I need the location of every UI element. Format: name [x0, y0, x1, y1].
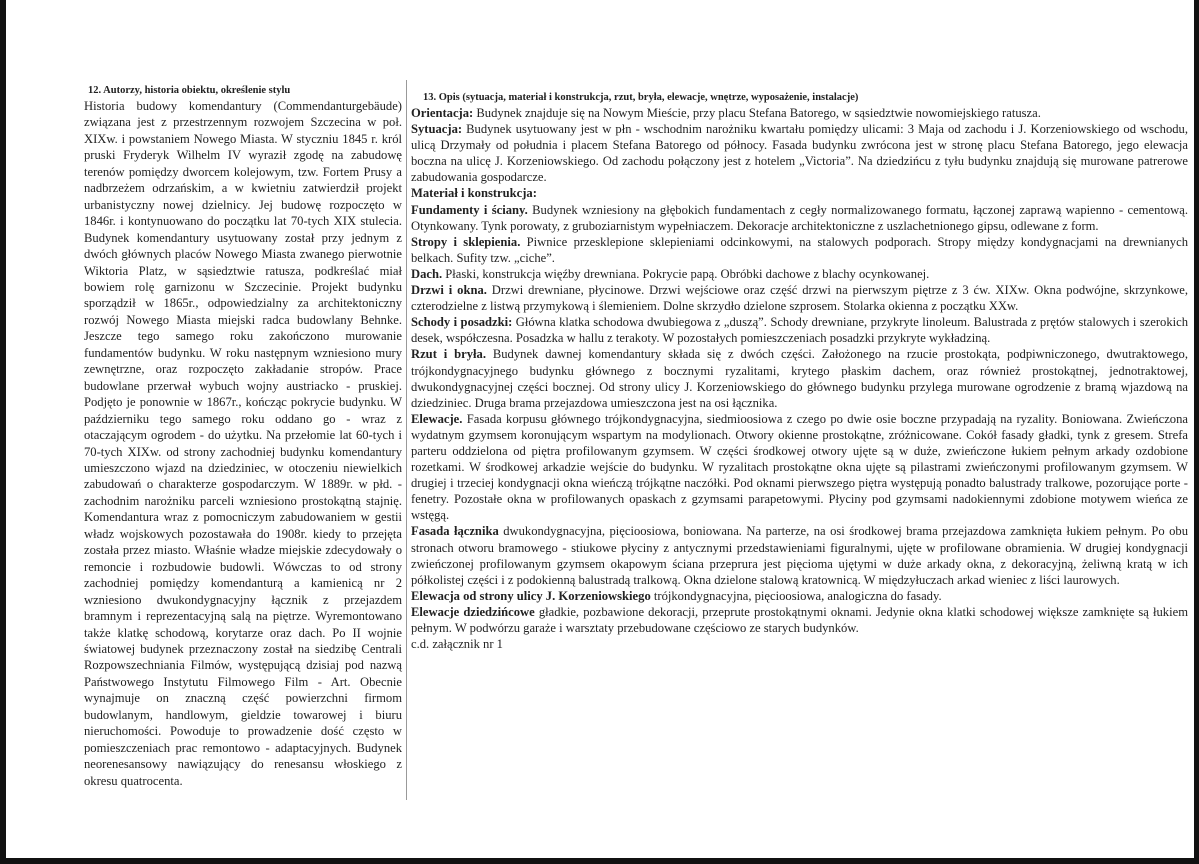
orientation-label: Orientacja: [411, 106, 474, 120]
elevation-text: Fasada korpusu głównego trójkondygnacyjna, siedmioosiowa z czego po dwie osie boczne przypadają na ryzality. Boniowana. Zwieńczona wydatnym gzymsem koronującym wspartym na modylionach. Otwory okienne prostokątne, zróżnicowane. Cokół fasady gładki, tynk z gresem. Strefa parteru oddzielona od piętra profilowanym gzymsem. W części środkowej otwory ujęte są w duże, zwieńczone łukiem pełnym arkady ozdobione rozetkami. W środkowej arkadzie wejście do budynku. W ryzalitach prostokątne okna ujęte są pilastrami zwieńczonymi profilowanym gzymsem. W drugiej i trzeciej kondygnacji okna wieńczą trójkątne naczółki. Pod oknami pierwszego piętra występują ponadto balustrady tralkowe, pozorujące porte - fenetry. Pozostałe okna w profilowanych opaskach z gzymsami parapetowymi. Płyciny pod gzymsami nadokiennymi zdobione motywem wieńca ze wstęgą. [411, 411, 1188, 523]
left-column [84, 84, 402, 789]
orientation-text: Budynek znajduje się na Nowym Mieście, przy placu Stefana Batorego, w sąsiedztwie nowomiejskiego ratusza. [473, 106, 1041, 120]
column-divider [406, 80, 407, 800]
elevation-label: Elewacje. [411, 411, 463, 426]
foundations-paragraph [411, 202, 1188, 234]
doors-paragraph [411, 282, 1188, 314]
doors-text: Drzwi drewniane, płycinowe. Drzwi wejściowe oraz część drzwi na pierwszym piętrze z 3 ćw. XIXw. Okna podwójne, skrzynkowe, czterodzielne z listwą przymykową i ślemieniem. Dolne skrzydło dzielone szprosem. Stolarka okienna z początku XXw. [411, 283, 1188, 314]
elevation-paragraph [411, 411, 1188, 524]
history-text: Historia budowy komendantury (Commendanturgebäude) związana jest z przestrzennym rozwojem Szczecina w poł. XIXw. i powstaniem Nowego Miasta. W styczniu 1845 r. król pruski Fryderyk Wilhelm IV wyraził zgodę na zabudowę terenów pomiędzy dworcem kolejowym, tzw. Fortem Prusy a nadbrzeżem odrzańskim, a w kwietniu zatwierdził projekt urbanistyczny nowej dzielnicy. Jej budowę rozpoczęto w 1846r. i kontynuowano do początku lat 70-tych XIX stulecia. Budynek komendantury usytuowany został przy jednym z dwóch głównych placów Nowego Miasta zwanego pierwotnie Wiktoria Platz, w sąsiedztwie ratusza, podkreślać miał bowiem rolę garnizonu w Szczecinie. Projekt budynku sporządził w 1865r., odpowiedzialny za architektoniczny rozwój Nowego Miasta miejski radca budowlany Behnke. Jeszcze tego samego roku zakończono murowanie fundamentów budynku. W roku następnym wzniesiono mury zewnętrzne, oraz rozpoczęto zakładanie stropów. Prace budowlane przerwał wybuch wojny austriacko - pruskiej. Podjęto je ponownie w 1867r., kończąc pokrycie budynku. W październiku tego samego roku oddano go - wraz z otaczającym ogrodem - do użytku. Na przełomie lat 60-tych i 70-tych XIXw. od strony zachodniej budynku komendantury umieszczono wjazd na dziedziniec, w otoczeniu niewielkich zabudowań o charakterze gospodarczym. W 1889r. w płd. - zachodnim narożniku parceli wzniesiono prostokątną stajnię. Komendantura wraz z pomocniczym zabudowaniem w gestii władz wojskowych pozostawała do 1908r. kiedy to przejęta została przez miasto. Właśnie władze miejskie zdecydowały o remoncie i rozbudowie budowli. Wówczas to od strony zachodniej pomiędzy komendanturą a kamienicą nr 2 wzniesiono dwukondygnacyjny łącznik z przejazdem bramnym i reprezentacyjną salą na piętrze. Wyremontowano także klatkę schodową, korytarze oraz dach. Po II wojnie światowej budynek przeznaczony został na siedzibę Centrali Rozpowszechniania Filmów, występującą dzisiaj pod nazwą Państwowego Instytutu Filmowego Film - Art. Obecnie wynajmuje on znaczną część powierzchni firmom budowlanym, handlowym, gieldzie towarowej i biuru nieruchomości. Powoduje to prowadzenie dość często w pomieszczeniach prac remontowo - adaptacyjnych. Budynek neorenesansowy nawiązujący do renesansu włoskiego z okresu quatrocenta. [84, 99, 402, 788]
courtyard-text: gładkie, pozbawione dekoracji, przeprute prostokątnymi oknami. Jedynie okna klatki schodowej większe zamknięte są łukiem pełnym. W podwórzu garaże i warsztaty przebudowane częściowo ze starych budynków. [411, 604, 1188, 635]
connector-paragraph [411, 523, 1188, 587]
stairs-label: Schody i posadzki: [411, 315, 513, 330]
scan-border-left [0, 0, 6, 864]
doors-label: Drzwi i okna. [411, 283, 487, 298]
connector-label: Fasada łącznika [411, 524, 499, 539]
section-12-heading: 12. Autorzy, historia obiektu, określenie stylu [88, 85, 291, 96]
courtyard-paragraph [411, 604, 1188, 636]
scan-border-right [1194, 0, 1199, 864]
stairs-text: Główna klatka schodowa dwubiegowa z „duszą”. Schody drewniane, przykryte linoleum. Balustrada z prętów stalowych i szerokich desek, współczesna. Posadzka w hallu z terakoty. W pozostałych pomieszczeniach posadzki przykryte wykładziną. [411, 315, 1189, 346]
foundations-text: Budynek wzniesiony na głębokich fundamentach z cegły normalizowanego formatu, łączonej zaprawą wapienno - cementową. Otynkowany. Tynk porowaty, z gruboziarnistym wypełniaczem. Dekoracje architektoniczne z uszlachetnionego gipsu, odlewane z form. [411, 202, 1188, 233]
connector-text: dwukondygnacyjna, pięcioosiowa, boniowana. Na parterze, na osi środkowej brama przejazdowa zamknięta łukiem pełnym. Po obu stronach otworu bramowego - stiukowe płyciny z antycznymi przedstawieniami figuralnymi, ujęte w profilowane obramienia. W drugiej kondygnacji zwieńczonej profilowanym gzymsem okapowym ściana przeprura jest pięcioma ujętymi w duże arkady okna, z dekoracyjną, żeliwną kratą w ich półkolistej części i z podokienną balustradą tralkową. Okna dzielone stalową kratownicą. W międzyłuczach arkad wieniec z liści laurowych. [411, 524, 1188, 587]
situation-label: Sytuacja: [411, 122, 463, 137]
material-heading: Materiał i konstrukcja: [411, 186, 537, 201]
roof-paragraph [411, 266, 1188, 282]
plan-paragraph [411, 346, 1188, 410]
scan-border-bottom [0, 858, 1199, 864]
korzeniowskiego-text: trójkondygnacyjna, pięcioosiowa, analogiczna do fasady. [650, 588, 942, 603]
right-column [411, 91, 1188, 652]
roof-text: Płaski, konstrukcja więźby drewniana. Pokrycie papą. Obróbki dachowe z blachy ocynkowanej. [442, 266, 930, 281]
korzeniowskiego-paragraph [411, 588, 1188, 604]
roof-label: Dach. [411, 266, 443, 281]
situation-paragraph [411, 121, 1188, 185]
continuation-note: c.d. załącznik nr 1 [411, 637, 503, 652]
situation-text: Budynek usytuowany jest w płn - wschodnim narożniku kwartału pomiędzy ulicami: 3 Maja od zachodu i J. Korzeniowskiego od wschodu, ulicą Drzymały od południa i placem Stefana Batorego od północy. Fasada budynku zwrócona jest w stronę placu Stefana Batorego, jego elewacja boczna na ulicę J. Korzeniowskiego. Od zachodu połączony jest z hotelem „Victoria”. Na dziedzińcu z tyłu budynku znajdują się murowane patrerowe zabudowania gospodarcze. [411, 122, 1188, 185]
korzeniowskiego-label: Elewacja od strony ulicy J. Korzeniowskiego [411, 588, 651, 603]
section-13-heading: 13. Opis (sytuacja, materiał i konstrukcja, rzut, bryła, elewacje, wnętrze, wyposażenie, instalacje) [423, 92, 859, 103]
ceilings-label: Stropy i sklepienia. [411, 234, 521, 249]
foundations-label: Fundamenty i ściany. [411, 202, 528, 217]
ceilings-text: Piwnice przesklepione sklepieniami odcinkowymi, na stalowych podporach. Stropy między kondygnacjami na drewnianych belkach. Sufity tzw. „ciche”. [411, 234, 1188, 265]
plan-label: Rzut i bryła. [411, 347, 486, 362]
ceilings-paragraph [411, 234, 1188, 266]
stairs-paragraph [411, 314, 1188, 346]
plan-text: Budynek dawnej komendantury składa się z dwóch części. Założonego na rzucie prostokąta, podpiwniczonego, dwutraktowego, trójkondygnacyjnego budynku głównego z bocznymi ryzalitami, krytego płaskim dachem, oraz również prostokątnej, jednotraktowej, dwukondygnacyjnej części bocznej. Od strony ulicy J. Korzeniowskiego do głównego budynku przylega murowane ogrodzenie z bramą wjazdową na dziedziniec. Druga brama przejazdowa umieszczona jest na osi łącznika. [411, 347, 1188, 410]
courtyard-label: Elewacje dziedzińcowe [411, 604, 535, 619]
orientation-paragraph [411, 105, 1188, 121]
